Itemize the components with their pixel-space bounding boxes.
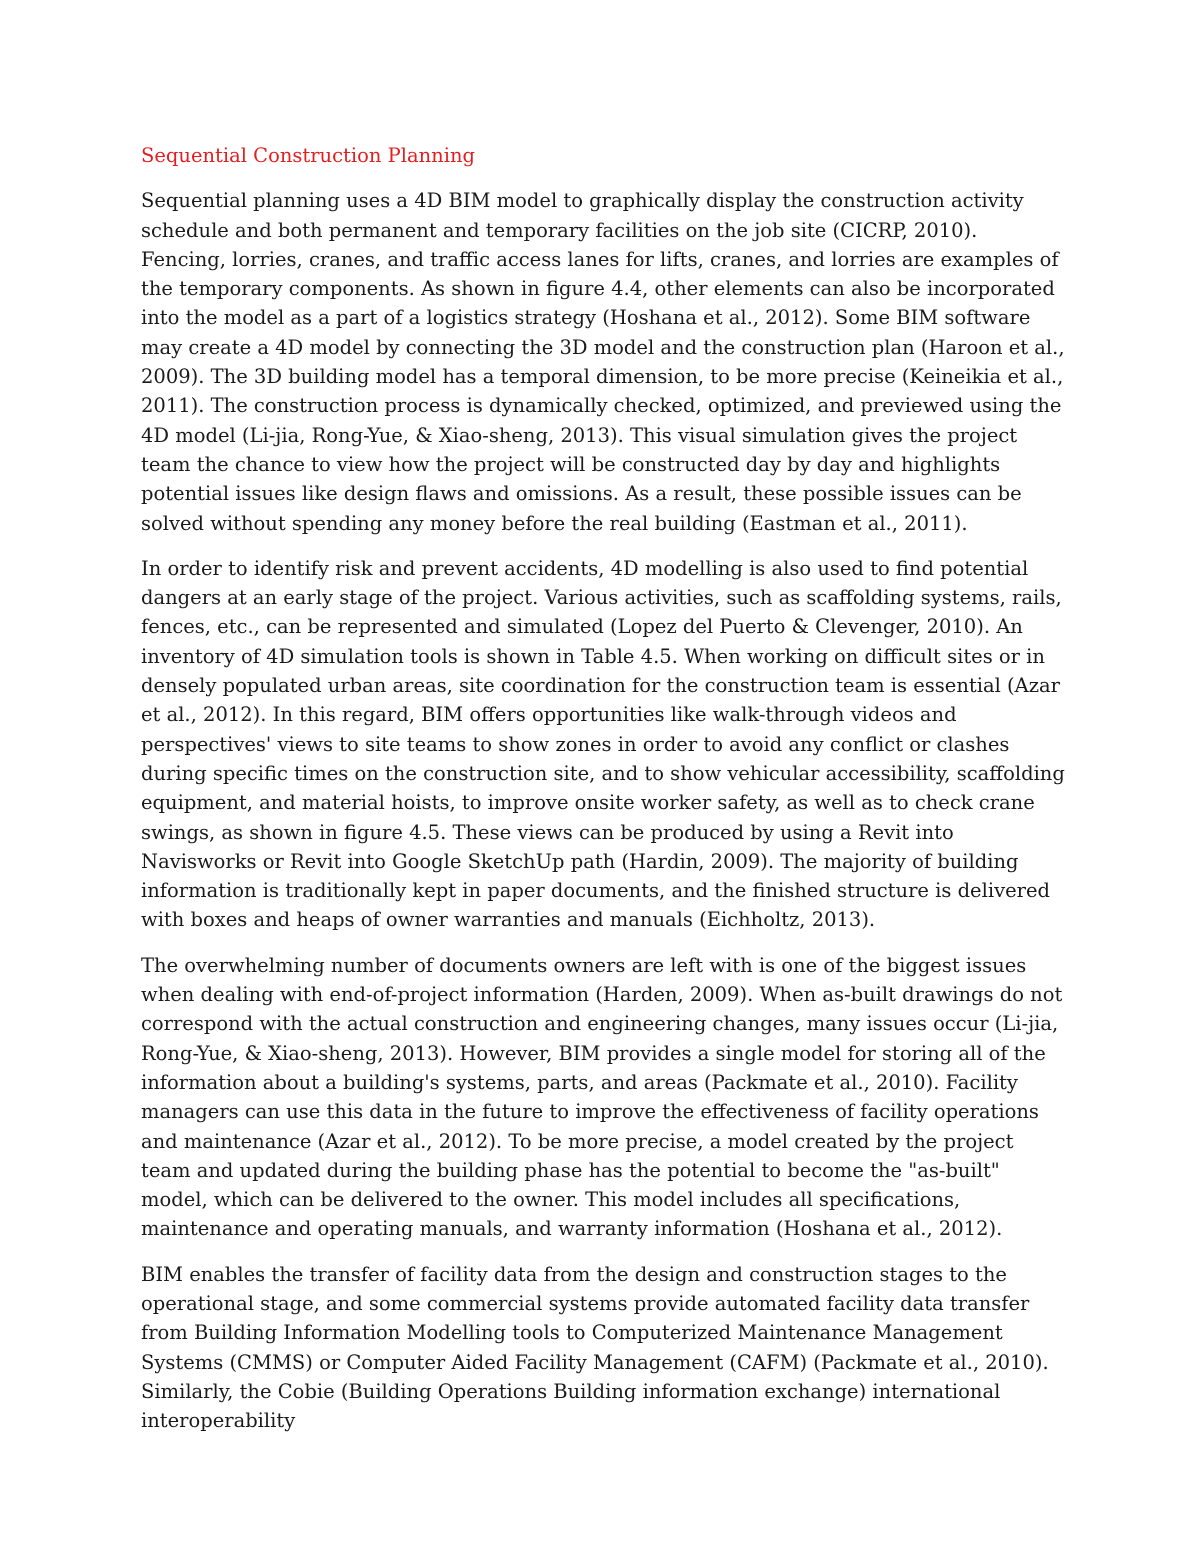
paragraph-end-of-project-information: The overwhelming number of documents owners are left with is one of the biggest issues when dealing with end-of-project information (Harden, 2009). When as-built drawings do not correspond with the actual construction and engineering changes, many issues occur (Li-jia, Rong-Yue, & Xiao-sheng, 2013). However, BIM provides a single model for storing all of the information about a building's systems, parts, and areas (Packmate et al., 2010). Facility managers can use this data in the future to improve the effectiveness of facility operations and maintenance (Azar et al., 2012). To be more precise, a model created by the project team and updated during the building phase has the potential to become the "as-built" model, which can be delivered to the owner. This model includes all specifications, maintenance and operating manuals, and warranty information (Hoshana et al., 2012). (141, 953, 1063, 1241)
document-body (141, 141, 1066, 1451)
section-heading: Sequential Construction Planning (141, 144, 475, 167)
paragraph-facility-data-transfer: BIM enables the transfer of facility data from the design and construction stages to the operational stage, and some commercial systems provide automated facility data transfer from Building Information Modelling tools to Computerized Maintenance Management Systems (CMMS) or Computer Aided Facility Management (CAFM) (Packmate et al., 2010). Similarly, the Cobie (Building Operations Building information exchange) international interoperability (141, 1262, 1049, 1433)
paragraph-sequential-planning: Sequential planning uses a 4D BIM model to graphically display the construction activity schedule and both permanent and temporary facilities on the job site (CICRP, 2010). Fencing, lorries, cranes, and traffic access lanes for lifts, cranes, and lorries are examples of the temporary components. As shown in figure 4.4, other elements can also be incorporated into the model as a part of a logistics strategy (Hoshana et al., 2012). Some BIM software may create a 4D model by connecting the 3D model and the construction plan (Haroon et al., 2009). The 3D building model has a temporal dimension, to be more precise (Keineikia et al., 2011). The construction process is dynamically checked, optimized, and previewed using the 4D model (Li-jia, Rong-Yue, & Xiao-sheng, 2013). This visual simulation gives the project team the chance to view how the project will be constructed day by day and highlights potential issues like design flaws and omissions. As a result, these possible issues can be solved without spending any money before the real building (Eastman et al., 2011). (141, 189, 1065, 535)
paragraph-risk-identification: In order to identify risk and prevent accidents, 4D modelling is also used to find potential dangers at an early stage of the project. Various activities, such as scaffolding systems, rails, fences, etc., can be represented and simulated (Lopez del Puerto & Clevenger, 2010). An inventory of 4D simulation tools is shown in Table 4.5. When working on difficult sites or in densely populated urban areas, site coordination for the construction team is essential (Azar et al., 2012). In this regard, BIM offers opportunities like walk-through videos and perspectives' views to site teams to show zones in order to avoid any conflict or clashes during specific times on the construction site, and to show vehicular accessibility, scaffolding equipment, and material hoists, to improve onsite worker safety, as well as to check crane swings, as shown in figure 4.5. These views can be produced by using a Revit into Navisworks or Revit into Google SketchUp path (Hardin, 2009). The majority of building information is traditionally kept in paper documents, and the finished structure is delivered with boxes and heaps of owner warranties and manuals (Eichholtz, 2013). (141, 556, 1065, 932)
